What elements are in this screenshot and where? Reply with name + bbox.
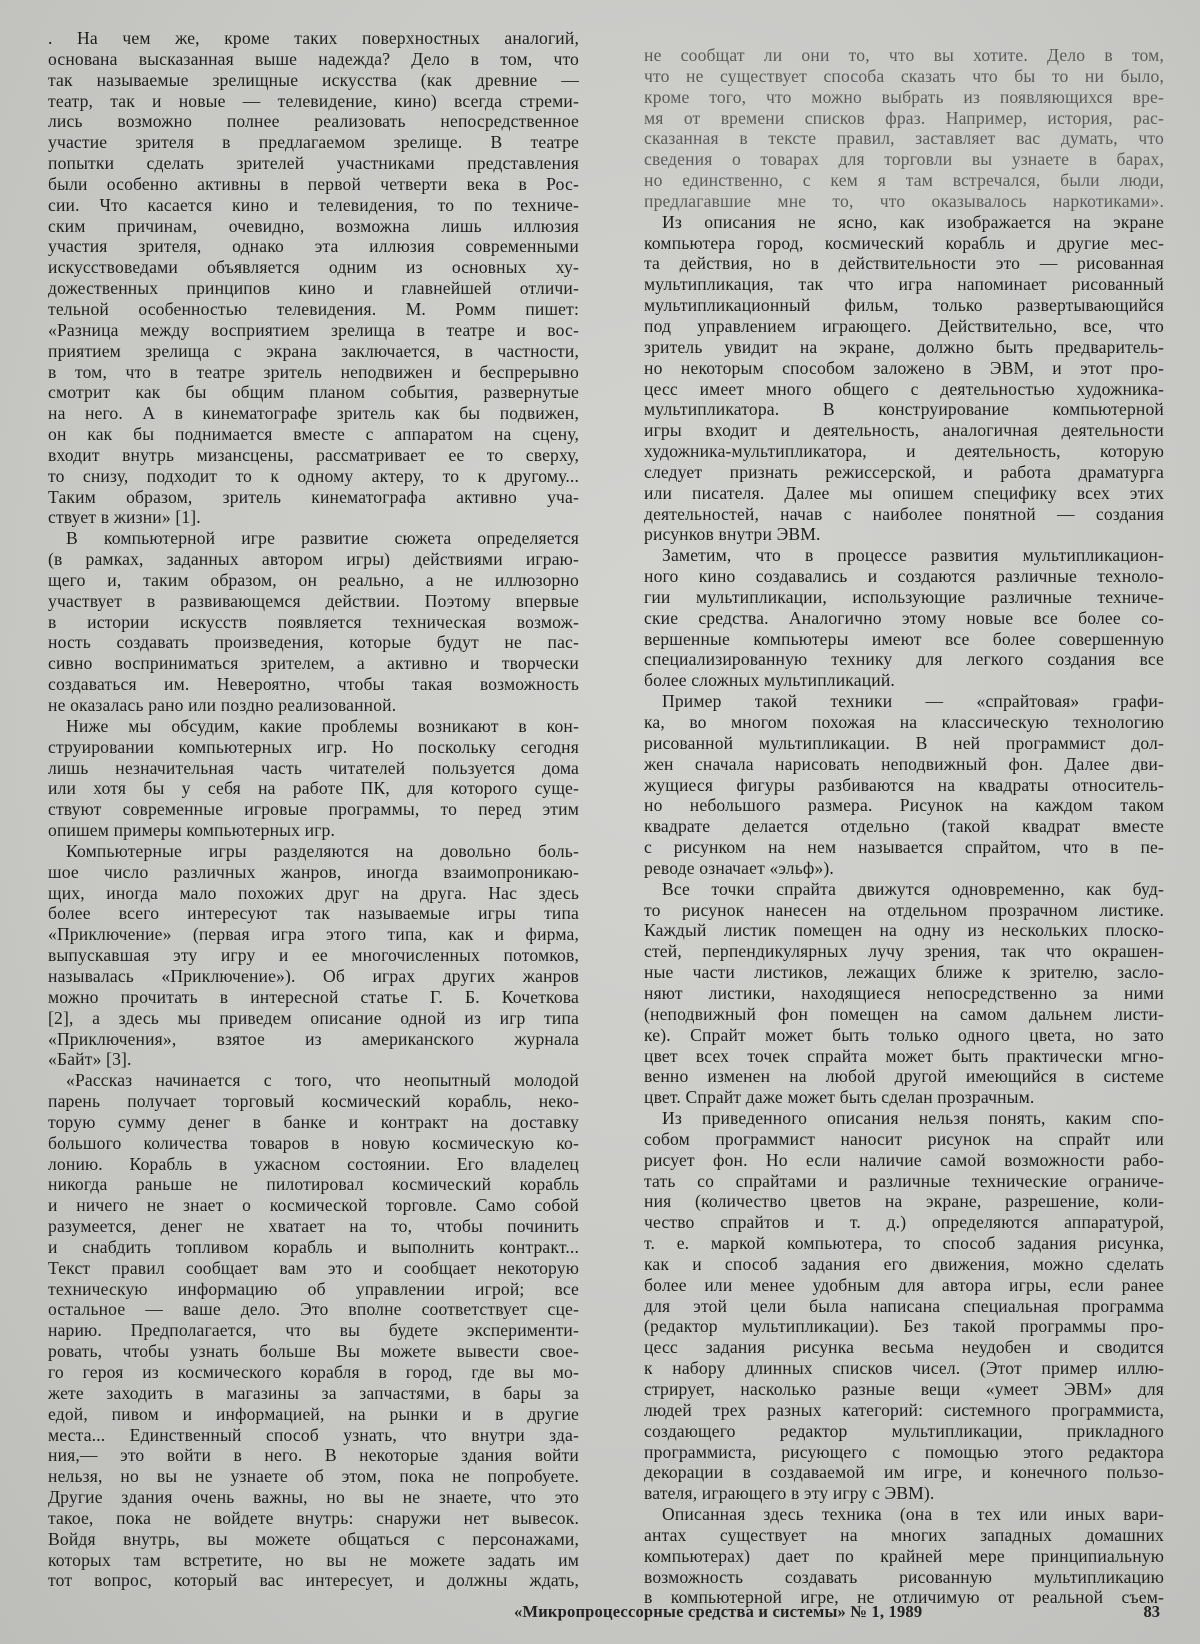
text-line: Текст правил сообщает вам это и сообщает некоторую: [48, 1257, 579, 1278]
text-line: или хотя бы у себя на работе ПК, для которого суще-: [48, 778, 579, 799]
text-line: в том, что в театре зритель неподвижен и беспрерывно: [48, 361, 579, 382]
text-line: венно изменен на любой другой имеющийся в системе: [644, 1066, 1164, 1087]
text-line: ровать, чтобы узнать больше Вы можете вывести свое-: [48, 1341, 579, 1362]
text-line: т. е. маркой компьютера, то способ задания рисунка,: [644, 1233, 1164, 1254]
text-line: Описанная здесь техника (она в тех или иных вари-: [662, 1504, 1164, 1525]
left-text-column: [48, 28, 579, 1591]
text-line: «Разница между восприятием зрелища в театре и вос-: [48, 319, 579, 340]
text-line: ским причинам, очевидно, возможна лишь иллюзия: [48, 215, 579, 236]
text-line: более всего интересуют так называемые игры типа: [48, 903, 579, 924]
text-line: игры входит и деятельность, аналогичная деятельности: [644, 420, 1164, 441]
text-line: «Приключения», взятое из американского журнала: [48, 1028, 579, 1049]
text-line: (в рамках, заданных автором игры) действиями играю-: [48, 549, 579, 570]
text-line: в истории искусств появляется техническая возмож-: [48, 611, 579, 632]
journal-citation: «Микропроцессорные средства и системы» № 1, 1989: [514, 1602, 923, 1621]
text-line: лись возможно полнее реализовать непосредственное: [48, 111, 579, 132]
text-line: Из описания не ясно, как изображается на экране: [662, 211, 1164, 232]
text-line: мя от времени списков фраз. Например, история, рас-: [644, 107, 1164, 128]
text-line: но единственно, с кем я там встречался, были люди,: [644, 170, 1164, 191]
text-line: «Байт» [3].: [48, 1049, 132, 1070]
text-line: деятельностей, начав с наиболее понятной — создания: [644, 503, 1164, 524]
text-line: [2], а здесь мы приведем описание одной из игр типа: [48, 1007, 579, 1028]
text-line: кроме того, что можно выбрать из появляющихся вре-: [644, 86, 1164, 107]
text-line: чество спрайтов и т. д.) определяются аппаратурой,: [644, 1212, 1164, 1233]
text-line: ствует в жизни» [1].: [48, 507, 201, 528]
text-line: никогда раньше не пилотировал космический корабль: [48, 1174, 579, 1195]
text-line: лишь незначительная часть читателей пользуется дома: [48, 757, 579, 778]
text-line: попытки сделать зрителей участниками представления: [48, 153, 579, 174]
text-line: что не существует способа сказать что бы то ни было,: [644, 65, 1164, 86]
text-line: Заметим, что в процессе развития мультипликацион-: [662, 545, 1164, 566]
text-line: нельзя, но вы не узнаете об этом, пока не попробуете.: [48, 1466, 579, 1487]
text-line: техническую информацию об управлении игрой; все: [48, 1278, 579, 1299]
text-line: рисует фон. Но если наличие самой возможности рабо-: [644, 1149, 1164, 1170]
text-line: людей трех разных категорий: системного программиста,: [644, 1399, 1164, 1420]
text-line: можно прочитать в интересной статье Г. Б. Кочеткова: [48, 986, 579, 1007]
text-line: мультипликатора. В конструирование компьютерной: [644, 399, 1164, 420]
text-line: нарию. Предполагается, что вы будете эксперименти-: [48, 1320, 579, 1341]
text-line: Все точки спрайта движутся одновременно, как буд-: [662, 878, 1164, 899]
text-line: тать со спрайтами и различные технические ограниче-: [644, 1170, 1164, 1191]
text-line: (редактор мультипликации). Без такой программы про-: [644, 1316, 1164, 1337]
text-line: мультипликация, так что игра напоминает рисованный: [644, 274, 1164, 295]
text-line: го героя из космического корабля в город, где вы мо-: [48, 1362, 579, 1382]
text-line: предлагавшие мне то, что оказывалось наркотиками».: [644, 190, 1164, 211]
text-line: лонию. Корабль в ужасном состоянии. Его владелец: [48, 1153, 579, 1174]
text-line: такое, пока не войдете внутрь: снаружи нет вывесок.: [48, 1507, 579, 1528]
text-line: собом программист наносит рисунок на спрайт или: [644, 1128, 1164, 1149]
text-line: выпускавшая эту игру и ее многочисленных потомков,: [48, 945, 579, 966]
text-line: жен сначала нарисовать неподвижный фон. Далее дви-: [644, 753, 1164, 774]
text-line: создающего редактор мультипликации, прикладного: [644, 1420, 1164, 1441]
text-line: были особенно активны в первой четверти века в Рос-: [48, 173, 579, 194]
text-line: дожественных принципов кино и главнейшей отличи-: [48, 278, 579, 299]
text-line: но некоторым способом заложено в ЭВМ, и этот про-: [644, 357, 1164, 378]
text-line: он как бы поднимается вместе с аппаратом на сцену,: [48, 424, 579, 445]
text-line: Компьютерные игры разделяются на довольно боль-: [66, 840, 579, 861]
text-line: Ниже мы обсудим, какие проблемы возникают в кон-: [66, 715, 579, 736]
text-line: называлась «Приключение»). Об играх других жанров: [48, 965, 579, 986]
text-line: цесс задания рисунка весьма неудобен и сводится: [644, 1337, 1164, 1358]
text-line: та действия, но в действительности это — рисованная: [644, 253, 1164, 274]
text-line: места... Единственный способ узнать, что внутри зда-: [48, 1424, 579, 1445]
text-line: как и способ задания его движения, можно сделать: [644, 1253, 1164, 1274]
text-line: входит внутрь мизансцены, рассматривает ее то сверху,: [48, 444, 579, 465]
text-line: сказанная в тексте правил, заставляет вас думать, что: [644, 128, 1164, 149]
right-text-column: [644, 45, 1164, 1608]
text-line: цвет. Спрайт даже может быть сделан прозрачным.: [644, 1087, 1035, 1108]
text-line: основана высказанная выше надежда? Дело в том, что: [48, 48, 579, 69]
text-line: щего и, таким образом, он реально, а не иллюзорно: [48, 569, 579, 590]
text-line: возможность создавать рисованную мультипликацию: [644, 1566, 1164, 1587]
text-line: специализированную технику для легкого создания все: [644, 649, 1164, 670]
text-line: театр, так и новые — телевидение, кино) всегда стреми-: [48, 90, 579, 111]
text-line: более или менее удобным для автора игры, если ранее: [644, 1274, 1164, 1295]
text-line: вершенные компьютеры имеют все более совершенную: [644, 628, 1164, 649]
text-line: тельной особенностью телевидения. М. Ромм пишет:: [48, 298, 579, 319]
text-line: мультипликационный фильм, только развертывающийся: [644, 295, 1164, 316]
text-line: ке). Спрайт может быть только одного цвета, но зато: [644, 1024, 1164, 1045]
text-line: то снизу, подходит то к одному актеру, то к другому...: [48, 465, 579, 486]
page-number: 83: [1143, 1602, 1160, 1621]
text-line: сии. Что касается кино и телевидения, то по техниче-: [48, 194, 579, 215]
text-line: искусствоведами объявляется одним из основных ху-: [48, 257, 579, 278]
text-line: участия зрителя, однако эта иллюзия современными: [48, 236, 579, 257]
text-line: реводе означает «эльф»).: [644, 857, 834, 878]
text-line: программиста, рисующего с помощью этого редактора: [644, 1441, 1164, 1462]
text-line: но небольшого размера. Рисунок на каждом таком: [644, 795, 1164, 816]
text-line: Каждый листик помещен на одну из нескольких плоско-: [644, 920, 1164, 941]
text-line: смотрит как бы общим планом события, развернутые: [48, 382, 579, 403]
text-line: разумеется, денег не хватает на то, чтобы починить: [48, 1216, 579, 1237]
text-line: Из приведенного описания нельзя понять, каким спо-: [662, 1108, 1164, 1129]
text-line: антах существует на многих западных домашних: [644, 1524, 1164, 1545]
text-line: парень получает торговый космический корабль, неко-: [48, 1091, 579, 1112]
text-line: Таким образом, зритель кинематографа активно уча-: [48, 486, 579, 507]
text-line: большого количества товаров в новую космическую ко-: [48, 1132, 579, 1153]
text-line: ствуют современные игровые программы, то перед этим: [48, 799, 579, 820]
text-line: ность создавать произведения, которые будут не пас-: [48, 632, 579, 653]
text-line: (неподвижный фон помещен на самом дальнем листи-: [644, 1003, 1164, 1024]
text-line: не сообщат ли они то, что вы хотите. Дело в том,: [644, 45, 1164, 65]
text-line: ного кино создавались и создаются различные техноло-: [644, 566, 1164, 587]
text-line: Пример такой техники — «спрайтовая» графи-: [662, 691, 1164, 712]
text-line: Войдя внутрь, вы можете общаться с персонажами,: [48, 1528, 579, 1549]
text-line: сивно восприниматься зрителем, а активно и творчески: [48, 653, 579, 674]
text-line: к набору длинных списков чисел. (Этот пример иллю-: [644, 1358, 1164, 1379]
text-line: более сложных мультипликаций.: [644, 670, 895, 691]
text-line: ские средства. Аналогично этому новые все более со-: [644, 607, 1164, 628]
text-line: ка, во многом похожая на классическую технологию: [644, 712, 1164, 732]
text-line: стей, перпендикулярных лучу зрения, так что окрашен-: [644, 941, 1164, 962]
text-line: шое число различных жанров, иногда взаимопроникаю-: [48, 861, 579, 882]
text-line: вателя, играющего в эту игру с ЭВМ).: [644, 1483, 935, 1504]
text-line: рисованной мультипликации. В ней программист дол-: [644, 732, 1164, 753]
text-line: ния (количество цветов на экране, разрешение, коли-: [644, 1191, 1164, 1212]
text-line: создаваться им. Невероятно, чтобы такая возможность: [48, 674, 579, 695]
text-line: струировании компьютерных игр. Но поскольку сегодня: [48, 736, 579, 757]
text-line: щих, иногда мало похожих друг на друга. Нас здесь: [48, 882, 579, 903]
text-line: не оказалась рано или поздно реализованной.: [48, 695, 397, 715]
text-line: под управлением играющего. Действительно, все, что: [644, 315, 1164, 336]
text-line: компьютера город, космический корабль и другие мес-: [644, 232, 1164, 253]
text-line: жущиеся фигуры разбиваются на квадраты относитель-: [644, 774, 1164, 795]
text-line: участие зрителя в предлагаемом зрелище. В театре: [48, 132, 579, 153]
text-line: едой, пивом и информацией, на рынки и в другие: [48, 1403, 579, 1424]
text-line: с рисунком на нем называется спрайтом, что в пе-: [644, 837, 1164, 858]
text-line: то рисунок нанесен на отдельном прозрачном листике.: [644, 899, 1164, 920]
page-footer: [514, 1602, 1160, 1622]
text-line: и ничего не знает о космической торговле. Само собой: [48, 1195, 579, 1216]
text-line: квадрате делается отдельно (такой квадрат вместе: [644, 816, 1164, 837]
text-line: ные части листиков, лежащих ближе к зрителю, засло-: [644, 962, 1164, 983]
text-line: Другие здания очень важны, но вы не знаете, что это: [48, 1487, 579, 1508]
text-line: опишем примеры компьютерных игр.: [48, 820, 336, 841]
text-line: участвует в развивающемся действии. Поэтому впервые: [48, 590, 579, 611]
text-line: «Рассказ начинается с того, что неопытный молодой: [66, 1070, 579, 1091]
text-line: зритель увидит на экране, должно быть предваритель-: [644, 336, 1164, 357]
text-line: торую сумму денег в банке и контракт на доставку: [48, 1111, 579, 1132]
text-line: жете заходить в магазины за запчастями, в бары за: [48, 1382, 579, 1403]
text-line: цесс имеет много общего с деятельностью художника-: [644, 378, 1164, 399]
text-line: сведения о товарах для торговли вы узнаете в барах,: [644, 149, 1164, 170]
text-line: декорации в создаваемой им игре, и конечного пользо-: [644, 1462, 1164, 1483]
text-line: ния,— это войти в него. В некоторые здания войти: [48, 1445, 579, 1466]
text-line: рисунков внутри ЭВМ.: [644, 524, 821, 545]
text-line: В компьютерной игре развитие сюжета определяется: [66, 528, 579, 549]
text-line: . На чем же, кроме таких поверхностных аналогий,: [48, 28, 579, 48]
text-line: и снабдить топливом корабль и выполнить контракт...: [48, 1236, 579, 1257]
text-line: так называемые зрелищные искусства (как древние —: [48, 69, 579, 90]
text-line: художника-мультипликатора, и деятельность, которую: [644, 441, 1164, 462]
text-line: остальное — ваше дело. Это вполне соответствует сце-: [48, 1299, 579, 1320]
text-line: тот вопрос, который вас интересует, и должны ждать,: [48, 1570, 579, 1591]
text-line: для этой цели была написана специальная программа: [644, 1295, 1164, 1316]
text-line: следует признать режиссерской, и работа драматурга: [644, 461, 1164, 482]
text-line: цвет всех точек спрайта может быть практически мгно-: [644, 1045, 1164, 1066]
text-line: гии мультипликации, использующие различные техниче-: [644, 586, 1164, 607]
text-line: приятием зрелища с экрана заключается, в частности,: [48, 340, 579, 361]
text-line: или писателя. Далее мы опишем специфику всех этих: [644, 482, 1164, 503]
text-line: которых там встретите, но вы не можете задать им: [48, 1549, 579, 1570]
text-line: «Приключение» (первая игра этого типа, как и фирма,: [48, 924, 579, 945]
text-line: няют листики, находящиеся непосредственно за ними: [644, 982, 1164, 1003]
text-line: стрирует, насколько разные вещи «умеет ЭВМ» для: [644, 1379, 1164, 1399]
text-line: в компьютерной игре, не отличимую от реальной съем-: [644, 1587, 1164, 1608]
text-line: компьютерах) дает по крайней мере принципиальную: [644, 1545, 1164, 1566]
text-line: на него. А в кинематографе зритель как бы подвижен,: [48, 403, 579, 424]
